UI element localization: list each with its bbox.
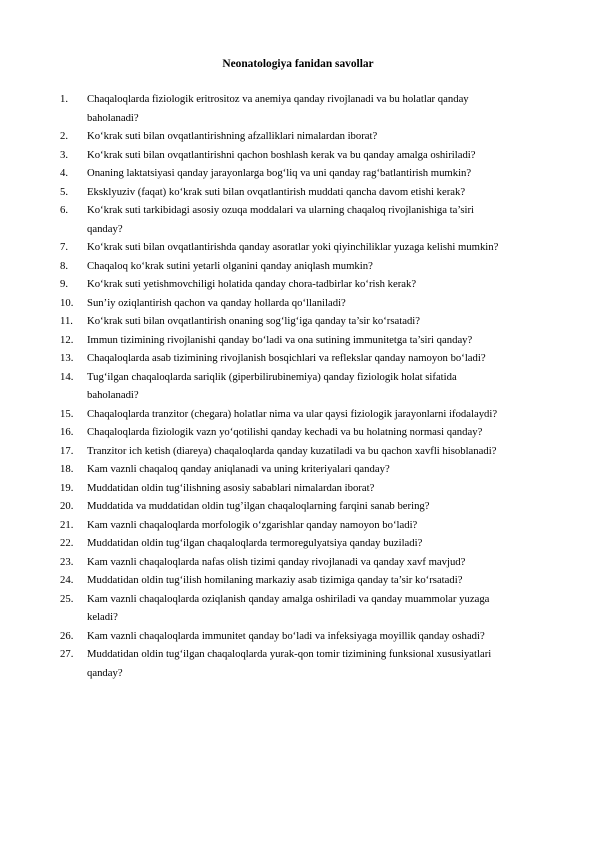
question-text: Chaqaloqlarda asab tizimining rivojlanish bosqichlari va reflekslar qanday namoyon bo‘ladi? <box>87 352 486 364</box>
list-item <box>60 331 560 350</box>
question-text: Kam vaznli chaqaloqlarda immunitet qanday bo‘ladi va infeksiyaga moyillik qanday oshadi? <box>87 629 485 642</box>
question-number: 18. <box>60 463 74 475</box>
question-text: Muddatida va muddatidan oldin tug’ilgan chaqaloqlarning farqini sanab bering? <box>87 500 430 512</box>
list-item <box>60 405 560 424</box>
question-text: Tug‘ilgan chaqaloqlarda sariqlik (giperbilirubinemiya) qanday fiziologik holat sifatida <box>87 370 457 383</box>
question-text: Tranzitor ich ketish (diareya) chaqaloqlarda qanday kuzatiladi va bu qachon xavfli hisoblanadi? <box>87 444 497 457</box>
question-number: 2. <box>60 130 69 142</box>
list-item <box>60 534 560 553</box>
list-item <box>60 275 560 294</box>
question-text: Muddatidan oldin tug‘ilgan chaqaloqlarda termoregulyatsiya qanday buziladi? <box>87 537 423 549</box>
list-item <box>60 349 560 368</box>
question-number: 16. <box>60 426 74 438</box>
question-text: baholanadi? <box>87 389 139 401</box>
question-text: Chaqaloqlarda fiziologik eritrositoz va anemiya qanday rivojlanadi va bu holatlar qanday <box>87 93 469 105</box>
list-item <box>60 257 560 276</box>
list-item <box>60 590 560 627</box>
question-number: 8. <box>60 259 69 272</box>
question-text: Chaqaloqlarda fiziologik vazn yo‘qotilishi qanday kechadi va bu holatning normasi qanday? <box>87 426 483 438</box>
question-text: Muddatidan oldin tug‘ilgan chaqaloqlarda yurak-qon tomir tizimining funksional xususiyatlari <box>87 648 492 660</box>
list-item <box>60 571 560 590</box>
list-item <box>60 645 560 682</box>
list-item <box>60 164 560 183</box>
question-text: Chaqaloqlarda tranzitor (chegara) holatlar nima va ular qaysi fiziologik jarayonlarni ifodalaydi? <box>87 407 498 420</box>
question-text: Onaning laktatsiyasi qanday jarayonlarga bog‘liq va uni qanday rag‘batlantirish mumkin? <box>87 167 472 179</box>
list-item <box>60 516 560 535</box>
question-number: 7. <box>60 241 69 253</box>
list-item <box>60 497 560 516</box>
question-text: Kam vaznli chaqaloq qanday aniqlanadi va uning kriteriyalari qanday? <box>87 463 390 475</box>
list-item <box>60 312 560 331</box>
question-text: Ko‘krak suti bilan ovqatlantirishni qachon boshlash kerak va bu qanday amalga oshiriladi? <box>87 148 476 161</box>
question-text: Kam vaznli chaqaloqlarda oziqlanish qanday amalga oshiriladi va qanday muammolar yuzaga <box>87 592 490 605</box>
question-number: 17. <box>60 444 74 457</box>
question-number: 3. <box>60 148 69 161</box>
list-item <box>60 479 560 498</box>
question-text: Ko‘krak suti bilan ovqatlantirishda qanday asoratlar yoki qiyinchiliklar yuzaga kelishi mumkin? <box>87 241 499 253</box>
list-item <box>60 442 560 461</box>
question-number: 10. <box>60 296 74 309</box>
question-text: Chaqaloq ko‘krak sutini yetarli olganini qanday aniqlash mumkin? <box>87 259 373 272</box>
question-number: 25. <box>60 592 74 605</box>
question-text: Ko‘krak suti tarkibidagi asosiy ozuqa moddalari va ularning chaqaloq rivojlanishiga ta’siri <box>87 204 475 216</box>
question-number: 21. <box>60 518 74 531</box>
question-text: Kam vaznli chaqaloqlarda morfologik o‘zgarishlar qanday namoyon bo‘ladi? <box>87 518 418 531</box>
question-text: Ko‘krak suti yetishmovchiligi holatida qanday chora-tadbirlar ko‘rish kerak? <box>87 278 417 290</box>
question-text: Immun tizimining rivojlanishi qanday bo‘ladi va ona sutining immunitetga ta’siri qanday? <box>87 333 473 346</box>
list-item <box>60 238 560 257</box>
question-text: Muddatidan oldin tug‘ilishning asosiy sabablari nimalardan iborat? <box>87 481 375 494</box>
question-number: 12. <box>60 333 74 346</box>
question-list <box>60 90 560 682</box>
list-item <box>60 368 560 405</box>
question-number: 19. <box>60 481 74 494</box>
question-number: 15. <box>60 407 74 420</box>
question-text: baholanadi? <box>87 111 139 124</box>
question-text: Muddatidan oldin tug‘ilish homilaning markaziy asab tizimiga qanday ta’sir ko‘rsatadi? <box>87 574 463 586</box>
question-number: 4. <box>60 167 69 179</box>
list-item <box>60 90 560 127</box>
question-text: Kam vaznli chaqaloqlarda nafas olish tizimi qanday rivojlanadi va qanday xavf mavjud? <box>87 555 466 568</box>
question-text: Ko‘krak suti bilan ovqatlantirish onaning sog‘lig‘iga qanday ta’sir ko‘rsatadi? <box>87 315 421 327</box>
question-text: Ko‘krak suti bilan ovqatlantirishning afzalliklari nimalardan iborat? <box>87 130 378 142</box>
list-item <box>60 553 560 572</box>
list-item <box>60 460 560 479</box>
question-number: 22. <box>60 537 74 549</box>
question-number: 6. <box>60 204 69 216</box>
question-number: 13. <box>60 352 74 364</box>
question-number: 1. <box>60 93 69 105</box>
list-item <box>60 294 560 313</box>
question-number: 26. <box>60 629 74 642</box>
list-item <box>60 201 560 238</box>
list-item <box>60 146 560 165</box>
question-number: 9. <box>60 278 69 290</box>
question-text: Sun’iy oziqlantirish qachon va qanday hollarda qo‘llaniladi? <box>87 296 346 309</box>
page-title: Neonatologiya fanidan savollar <box>222 58 374 70</box>
question-number: 20. <box>60 500 74 512</box>
question-text: Eksklyuziv (faqat) ko‘krak suti bilan ovqatlantirish muddati qancha davom etishi kerak? <box>87 185 466 198</box>
list-item <box>60 423 560 442</box>
question-text: qanday? <box>87 666 123 679</box>
question-number: 27. <box>60 648 74 660</box>
question-number: 24. <box>60 574 74 586</box>
question-number: 14. <box>60 370 74 383</box>
list-item <box>60 127 560 146</box>
question-number: 23. <box>60 555 74 568</box>
list-item <box>60 183 560 202</box>
question-text: keladi? <box>87 611 118 623</box>
question-number: 11. <box>60 315 73 327</box>
question-text: qanday? <box>87 222 123 235</box>
list-item <box>60 627 560 646</box>
question-number: 5. <box>60 185 69 198</box>
